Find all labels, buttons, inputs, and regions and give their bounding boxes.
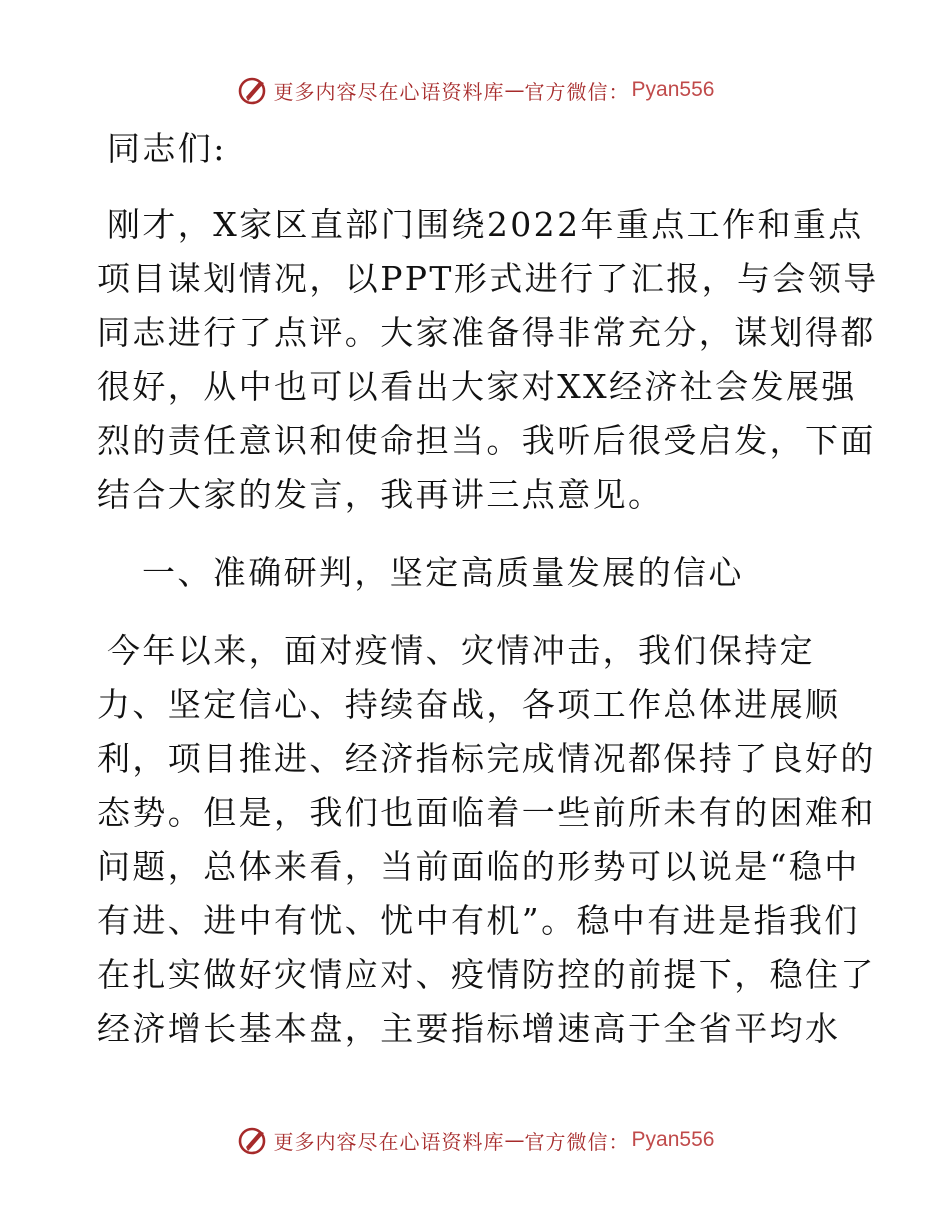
banner-wechat-label: 官方微信： xyxy=(524,1129,630,1154)
document-body xyxy=(97,122,879,1056)
paragraph-line: 今年以来，面对疫情、灾情冲击，我们保持定 xyxy=(107,631,815,670)
footer-banner xyxy=(0,1120,950,1160)
banner-wechat-label: 官方微信： xyxy=(524,79,630,104)
paragraph-1 xyxy=(97,198,879,522)
pen-logo-icon xyxy=(236,73,270,107)
paragraph-line: 利，项目推进、经济指标完成情况都保持了良好的 xyxy=(97,739,876,778)
header-banner xyxy=(0,70,950,110)
banner-wechat-id: Pyan556 xyxy=(631,1128,715,1151)
paragraph-line: 结合大家的发言，我再讲三点意见。 xyxy=(97,475,664,514)
pen-logo-icon xyxy=(236,1123,270,1157)
banner-wechat-id: Pyan556 xyxy=(631,78,715,101)
section-heading: 一、准确研判，坚定高质量发展的信心 xyxy=(142,553,744,592)
paragraph-line: 烈的责任意识和使命担当。我听后很受启发，下面 xyxy=(97,421,876,460)
banner-separator: — xyxy=(504,1128,525,1152)
banner-separator: — xyxy=(504,78,525,102)
banner-text: 更多内容尽在心语资料库 xyxy=(273,1129,505,1154)
paragraph-line: 有进、进中有忧、忧中有机”。稳中有进是指我们 xyxy=(97,901,860,940)
paragraph-line: 同志进行了点评。大家准备得非常充分，谋划得都 xyxy=(97,313,876,352)
paragraph-line: 在扎实做好灾情应对、疫情防控的前提下，稳住了 xyxy=(97,955,876,994)
paragraph-2 xyxy=(97,624,876,1056)
paragraph-line: 很好，从中也可以看出大家对XX经济社会发展强 xyxy=(97,367,857,406)
paragraph-line: 经济增长基本盘，主要指标增速高于全省平均水 xyxy=(97,1009,841,1048)
salutation: 同志们: xyxy=(107,129,227,168)
paragraph-line: 问题，总体来看，当前面临的形势可以说是“稳中 xyxy=(97,847,860,886)
paragraph-line: 态势。但是，我们也面临着一些前所未有的困难和 xyxy=(97,793,876,832)
paragraph-line: 刚才，X家区直部门围绕2022年重点工作和重点 xyxy=(107,205,864,244)
paragraph-line: 力、坚定信心、持续奋战，各项工作总体进展顺 xyxy=(97,685,841,724)
banner-text: 更多内容尽在心语资料库 xyxy=(273,79,505,104)
paragraph-line: 项目谋划情况，以PPT形式进行了汇报，与会领导 xyxy=(97,259,879,298)
